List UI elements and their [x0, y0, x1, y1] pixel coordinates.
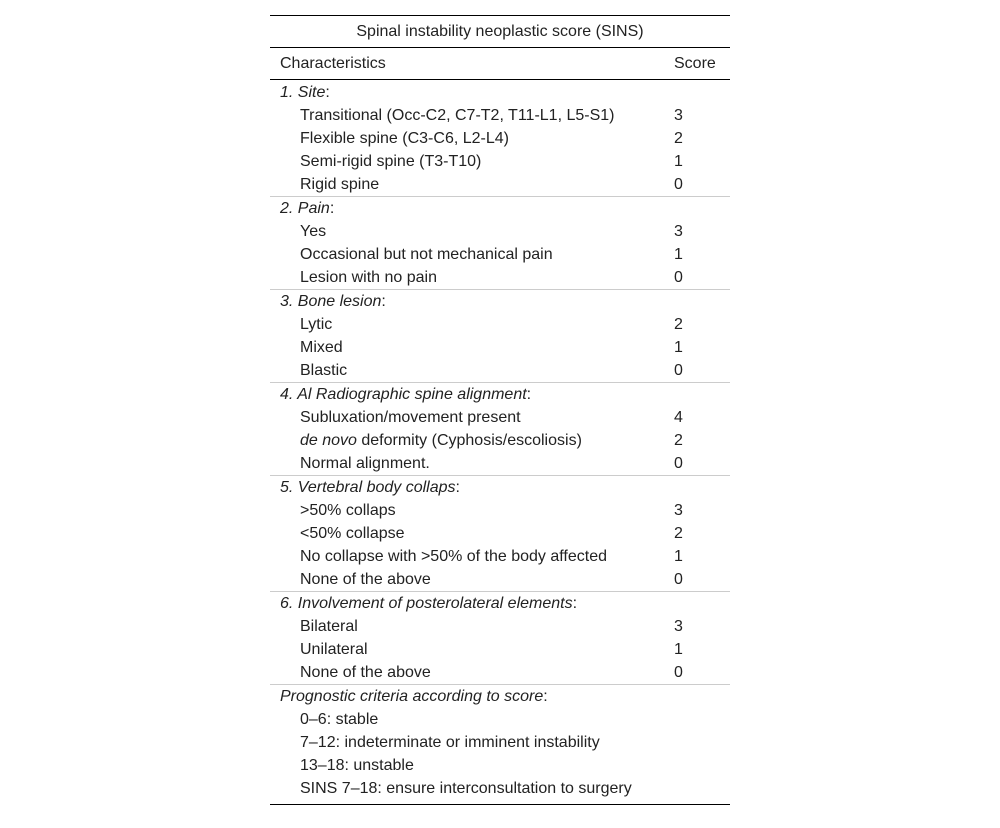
section-heading: 3. Bone lesion:: [270, 289, 730, 313]
table-row: [270, 359, 730, 382]
header-characteristics: Characteristics: [280, 55, 386, 72]
table-row: [270, 243, 730, 266]
table-row: [270, 615, 730, 638]
row-label: Occasional but not mechanical pain: [300, 246, 553, 263]
row-score: 0: [674, 362, 683, 379]
table-row: [270, 336, 730, 359]
row-label: Unilateral: [300, 641, 368, 658]
table-caption: Spinal instability neoplastic score (SINS): [356, 23, 644, 40]
row-score: 2: [674, 525, 683, 542]
table-body: [270, 80, 730, 800]
row-label: None of the above: [300, 571, 431, 588]
table-row: [270, 754, 730, 777]
section-heading: 6. Involvement of posterolateral elements:: [270, 591, 730, 615]
table-row: [270, 499, 730, 522]
section-heading: Prognostic criteria according to score:: [270, 684, 730, 708]
table-row: [270, 104, 730, 127]
row-label-text: deformity (Cyphosis/escoliosis): [356, 432, 582, 449]
row-label: Transitional (Occ-C2, C7-T2, T11-L1, L5-S1): [300, 107, 615, 124]
bottom-rule: [270, 804, 730, 805]
table-row: [270, 150, 730, 173]
row-score: 0: [674, 455, 683, 472]
row-score: 0: [674, 269, 683, 286]
table-row: [270, 173, 730, 196]
row-label: >50% collaps: [300, 502, 396, 519]
table-row: [270, 708, 730, 731]
row-label: Semi-rigid spine (T3-T10): [300, 153, 482, 170]
row-label: 0–6: stable: [300, 711, 379, 728]
section-title: 6. Involvement of posterolateral elements: [280, 595, 573, 612]
row-label: Bilateral: [300, 618, 358, 635]
row-label: Rigid spine: [300, 176, 380, 193]
row-score: 4: [674, 409, 683, 426]
row-score: 3: [674, 107, 683, 124]
table-row: [270, 220, 730, 243]
row-score: 3: [674, 502, 683, 519]
table-row: [270, 313, 730, 336]
section-title: 2. Pain: [280, 200, 330, 217]
table-header: [270, 48, 730, 79]
table-row: [270, 638, 730, 661]
table-row: [270, 522, 730, 545]
row-score: 1: [674, 153, 683, 170]
section-title: 5. Vertebral body collaps: [280, 479, 456, 496]
table-row: [270, 545, 730, 568]
row-label: None of the above: [300, 664, 431, 681]
section-heading: 1. Site:: [280, 84, 330, 101]
table-row: [270, 429, 730, 452]
row-label: [300, 429, 582, 452]
row-label: 7–12: indeterminate or imminent instability: [300, 734, 600, 751]
row-score: 2: [674, 316, 683, 333]
section-heading: 4. Al Radiographic spine alignment:: [270, 382, 730, 406]
sins-table: [270, 15, 730, 805]
table-row: [270, 452, 730, 475]
table-row: [270, 568, 730, 591]
row-label-italic: de novo: [300, 432, 357, 449]
row-score: 1: [674, 548, 683, 565]
row-label: 13–18: unstable: [300, 757, 414, 774]
row-score: 2: [674, 130, 683, 147]
row-score: 3: [674, 618, 683, 635]
section-heading: 2. Pain:: [270, 196, 730, 220]
row-label: SINS 7–18: ensure interconsultation to surgery: [300, 780, 632, 797]
row-label: No collapse with >50% of the body affected: [300, 548, 608, 565]
row-label: Lytic: [300, 316, 333, 333]
row-label: Flexible spine (C3-C6, L2-L4): [300, 130, 509, 147]
row-label: Yes: [300, 223, 327, 240]
table-row: [270, 661, 730, 684]
row-score: 2: [674, 432, 683, 449]
header-score: Score: [674, 55, 716, 72]
row-score: 1: [674, 339, 683, 356]
row-label: <50% collapse: [300, 525, 405, 542]
table-row: [270, 731, 730, 754]
section-title: Prognostic criteria according to score: [280, 688, 544, 705]
row-label: Subluxation/movement present: [300, 409, 521, 426]
row-score: 1: [674, 641, 683, 658]
row-score: 1: [674, 246, 683, 263]
row-score: 0: [674, 571, 683, 588]
table-row: [270, 266, 730, 289]
table-row: [270, 777, 730, 800]
row-score: 0: [674, 176, 683, 193]
row-label: Mixed: [300, 339, 343, 356]
row-score: 0: [674, 664, 683, 681]
section-heading: 5. Vertebral body collaps:: [270, 475, 730, 499]
row-label: Blastic: [300, 362, 348, 379]
table-row: [270, 127, 730, 150]
section-title: 4. Al Radiographic spine alignment: [280, 386, 527, 403]
row-label: Lesion with no pain: [300, 269, 437, 286]
section-title: 3. Bone lesion: [280, 293, 382, 310]
row-score: 3: [674, 223, 683, 240]
table-row: [270, 406, 730, 429]
row-label: Normal alignment.: [300, 455, 430, 472]
section-title: 1. Site: [280, 84, 326, 101]
